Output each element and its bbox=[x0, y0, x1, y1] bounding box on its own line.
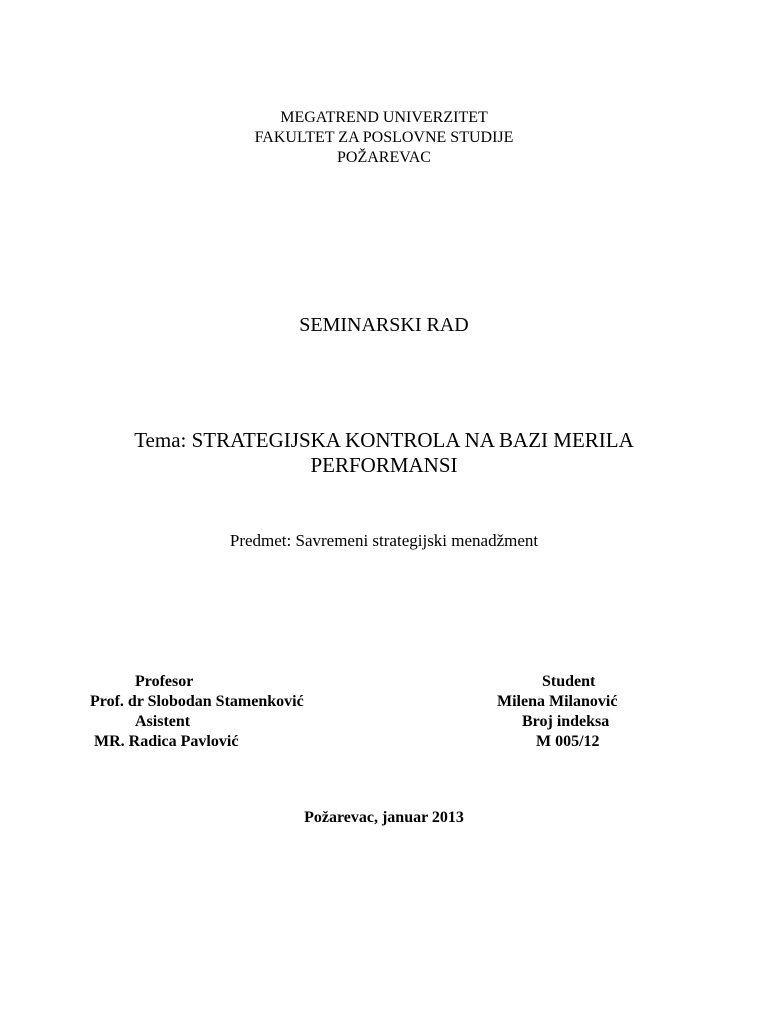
subject-line: Predmet: Savremeni strategijski menadžment bbox=[229, 531, 539, 550]
student-name: Milena Milanović bbox=[497, 693, 618, 710]
city-name: POŽAREVAC bbox=[337, 149, 431, 166]
topic-line-1: Tema: STRATEGIJSKA KONTROLA NA BAZI MERILA bbox=[134, 428, 634, 452]
student-label: Student bbox=[542, 673, 596, 690]
index-label: Broj indeksa bbox=[522, 713, 610, 730]
place-date: Požarevac, januar 2013 bbox=[304, 809, 464, 826]
assistant-label: Asistent bbox=[135, 713, 191, 730]
document-type: SEMINARSKI RAD bbox=[299, 314, 469, 336]
professor-name: Prof. dr Slobodan Stamenković bbox=[90, 693, 304, 710]
professor-label: Profesor bbox=[135, 673, 194, 690]
assistant-name: MR. Radica Pavlović bbox=[94, 733, 239, 750]
university-name: MEGATREND UNIVERZITET bbox=[280, 109, 488, 126]
topic-line-2: PERFORMANSI bbox=[310, 453, 458, 477]
index-number: M 005/12 bbox=[536, 733, 600, 750]
faculty-name: FAKULTET ZA POSLOVNE STUDIJE bbox=[254, 129, 514, 146]
